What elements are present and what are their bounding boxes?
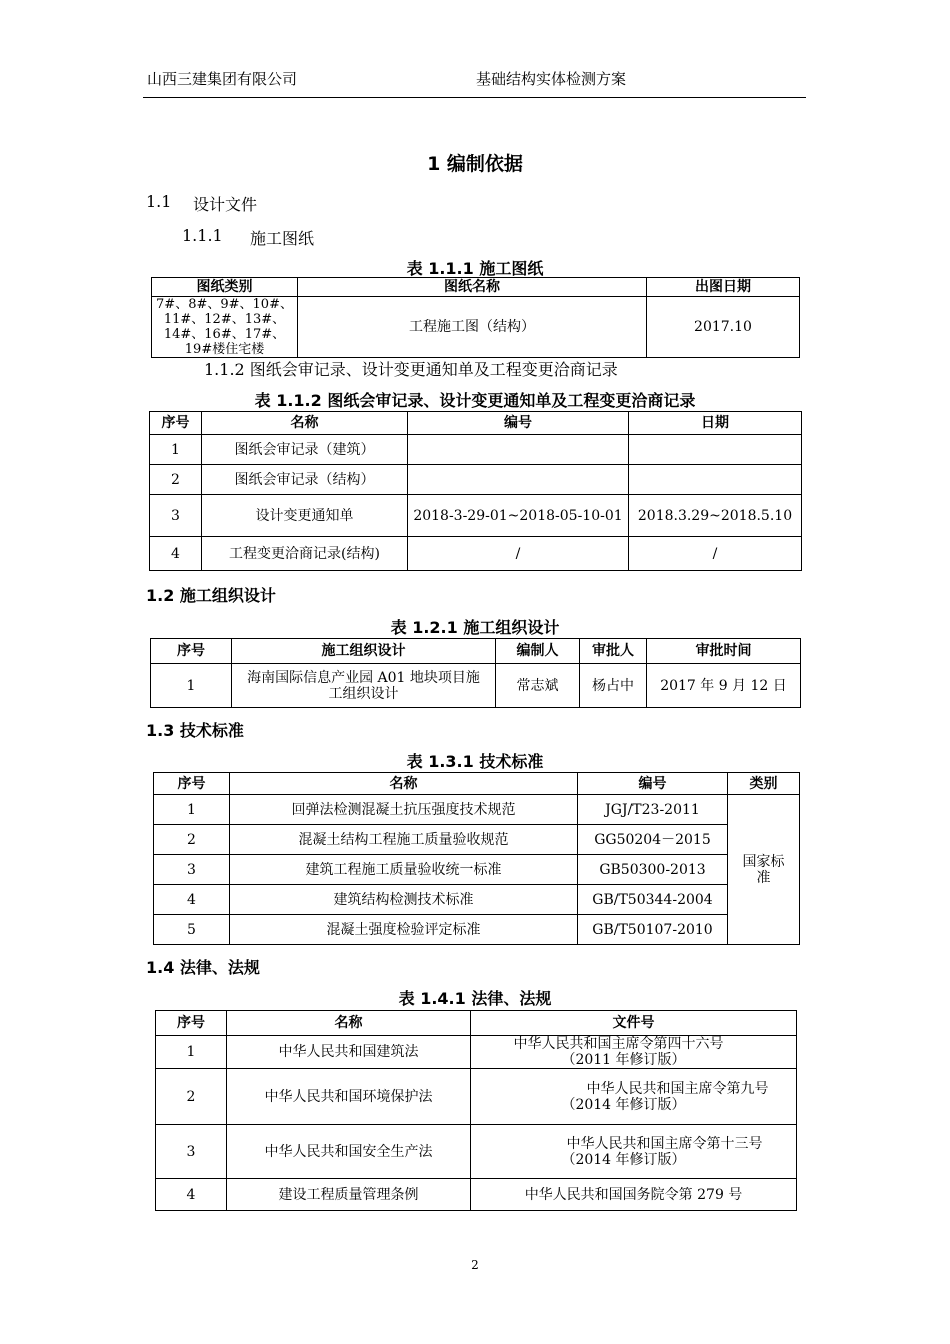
approval-date: 2017 年 9 月 12 日 — [647, 664, 801, 708]
standard-name: 混凝土强度检验评定标准 — [230, 915, 578, 945]
drawing-category: 7#、8#、9#、10#、11#、12#、13#、14#、16#、17#、19#楼住宅楼 — [152, 297, 298, 358]
drawing-date: 2017.10 — [647, 297, 800, 358]
section-1-1-1-title: 施工图纸 — [250, 229, 315, 248]
law-name: 中华人民共和国环境保护法 — [227, 1069, 471, 1125]
table-header-cell: 名称 — [230, 773, 578, 795]
drawing-name: 工程施工图（结构） — [298, 297, 647, 358]
table-row — [154, 855, 800, 885]
row-number: 5 — [154, 915, 230, 945]
section-1-1-number: 1.1 — [146, 192, 172, 211]
section-1-4-title: 1.4 法律、法规 — [146, 958, 260, 977]
table-header-cell: 编制人 — [496, 639, 580, 664]
law-order: 中华人民共和国主席令第九号 — [586, 1080, 769, 1097]
table-row — [150, 537, 802, 571]
table-1-4-1 — [155, 1010, 797, 1211]
record-code: 2018-3-29-01~2018-05-10-01 — [408, 495, 629, 537]
table-1-3-1 — [153, 772, 800, 945]
row-number: 3 — [156, 1125, 227, 1179]
approver: 杨占中 — [580, 664, 647, 708]
table-row — [156, 1036, 797, 1069]
law-revision: （2014 年修订版） — [561, 1151, 686, 1168]
page-number: 2 — [471, 1258, 479, 1272]
chapter-title: 1 编制依据 — [427, 153, 523, 175]
table-row — [150, 495, 802, 537]
table-header-cell: 名称 — [202, 412, 408, 435]
record-date — [629, 465, 802, 495]
law-name: 建设工程质量管理条例 — [227, 1179, 471, 1211]
law-name: 中华人民共和国建筑法 — [227, 1036, 471, 1069]
record-date — [629, 435, 802, 465]
row-number: 2 — [156, 1069, 227, 1125]
standard-code: JGJ/T23-2011 — [578, 795, 728, 825]
table-1-2-1-caption: 表 1.2.1 施工组织设计 — [390, 618, 560, 637]
header-company: 山西三建集团有限公司 — [147, 70, 298, 88]
table-row — [150, 435, 802, 465]
table-header-cell: 日期 — [629, 412, 802, 435]
table-1-1-2-caption: 表 1.1.2 图纸会审记录、设计变更通知单及工程变更洽商记录 — [254, 391, 696, 410]
table-1-2-1 — [150, 638, 801, 708]
row-number: 4 — [154, 885, 230, 915]
table-row — [156, 1125, 797, 1179]
law-document-number — [471, 1036, 797, 1069]
standard-code: GG50204－2015 — [578, 825, 728, 855]
row-number: 3 — [150, 495, 202, 537]
table-header-cell: 文件号 — [471, 1011, 797, 1036]
table-header-cell: 类别 — [728, 773, 800, 795]
record-code — [408, 465, 629, 495]
table-row — [154, 795, 800, 825]
header-rule — [143, 97, 806, 98]
table-header-cell: 编号 — [408, 412, 629, 435]
table-1-1-1 — [151, 277, 800, 358]
table-header-cell: 出图日期 — [647, 278, 800, 297]
header-doc-title: 基础结构实体检测方案 — [476, 70, 627, 88]
standard-code: GB50300-2013 — [578, 855, 728, 885]
table-row — [156, 1179, 797, 1211]
section-1-1-1-number: 1.1.1 — [182, 226, 223, 245]
table-header-cell: 审批人 — [580, 639, 647, 664]
row-number: 2 — [150, 465, 202, 495]
standard-category: 国家标准 — [728, 795, 800, 945]
row-number: 4 — [150, 537, 202, 571]
table-header-cell: 名称 — [227, 1011, 471, 1036]
record-date: 2018.3.29~2018.5.10 — [629, 495, 802, 537]
table-header-cell: 序号 — [156, 1011, 227, 1036]
table-header-cell: 图纸名称 — [298, 278, 647, 297]
table-header-cell: 施工组织设计 — [232, 639, 496, 664]
law-revision: （2014 年修订版） — [561, 1096, 686, 1113]
section-1-1-2-title: 1.1.2 图纸会审记录、设计变更通知单及工程变更洽商记录 — [204, 360, 618, 379]
standard-code: GB/T50344-2004 — [578, 885, 728, 915]
section-1-1-title: 设计文件 — [193, 195, 258, 214]
table-1-1-2 — [149, 411, 802, 571]
table-row — [154, 915, 800, 945]
standard-name: 回弹法检测混凝土抗压强度技术规范 — [230, 795, 578, 825]
record-name: 工程变更洽商记录(结构) — [202, 537, 408, 571]
table-row — [151, 664, 801, 708]
org-design-name: 海南国际信息产业园 A01 地块项目施工组织设计 — [232, 664, 496, 708]
table-1-1-1-caption: 表 1.1.1 施工图纸 — [406, 259, 544, 278]
standard-code: GB/T50107-2010 — [578, 915, 728, 945]
table-row — [154, 885, 800, 915]
law-name: 中华人民共和国安全生产法 — [227, 1125, 471, 1179]
standard-name: 混凝土结构工程施工质量验收规范 — [230, 825, 578, 855]
section-1-2-title: 1.2 施工组织设计 — [146, 586, 276, 605]
table-header-cell: 序号 — [154, 773, 230, 795]
law-order: 中华人民共和国主席令第十三号 — [566, 1135, 763, 1152]
record-name: 设计变更通知单 — [202, 495, 408, 537]
table-header-cell: 序号 — [151, 639, 232, 664]
row-number: 1 — [156, 1036, 227, 1069]
law-document-number — [471, 1125, 797, 1179]
table-header-cell: 图纸类别 — [152, 278, 298, 297]
record-name: 图纸会审记录（建筑） — [202, 435, 408, 465]
section-1-3-title: 1.3 技术标准 — [146, 721, 244, 740]
table-1-4-1-caption: 表 1.4.1 法律、法规 — [398, 989, 552, 1008]
record-code — [408, 435, 629, 465]
table-header-cell: 审批时间 — [647, 639, 801, 664]
table-row — [156, 1069, 797, 1125]
law-document-number — [471, 1069, 797, 1125]
standard-name: 建筑工程施工质量验收统一标准 — [230, 855, 578, 885]
record-code: / — [408, 537, 629, 571]
table-row — [152, 297, 800, 358]
table-header-cell: 序号 — [150, 412, 202, 435]
row-number: 2 — [154, 825, 230, 855]
table-1-3-1-caption: 表 1.3.1 技术标准 — [406, 752, 544, 771]
record-date: / — [629, 537, 802, 571]
row-number: 1 — [151, 664, 232, 708]
row-number: 4 — [156, 1179, 227, 1211]
law-order: 中华人民共和国主席令第四十六号 — [513, 1036, 724, 1052]
standard-name: 建筑结构检测技术标准 — [230, 885, 578, 915]
row-number: 1 — [150, 435, 202, 465]
record-name: 图纸会审记录（结构） — [202, 465, 408, 495]
law-revision: （2011 年修订版） — [561, 1052, 686, 1068]
table-row — [154, 825, 800, 855]
table-row — [150, 465, 802, 495]
table-header-cell: 编号 — [578, 773, 728, 795]
row-number: 3 — [154, 855, 230, 885]
row-number: 1 — [154, 795, 230, 825]
compiler: 常志斌 — [496, 664, 580, 708]
law-order: 中华人民共和国国务院令第 279 号 — [471, 1179, 797, 1211]
